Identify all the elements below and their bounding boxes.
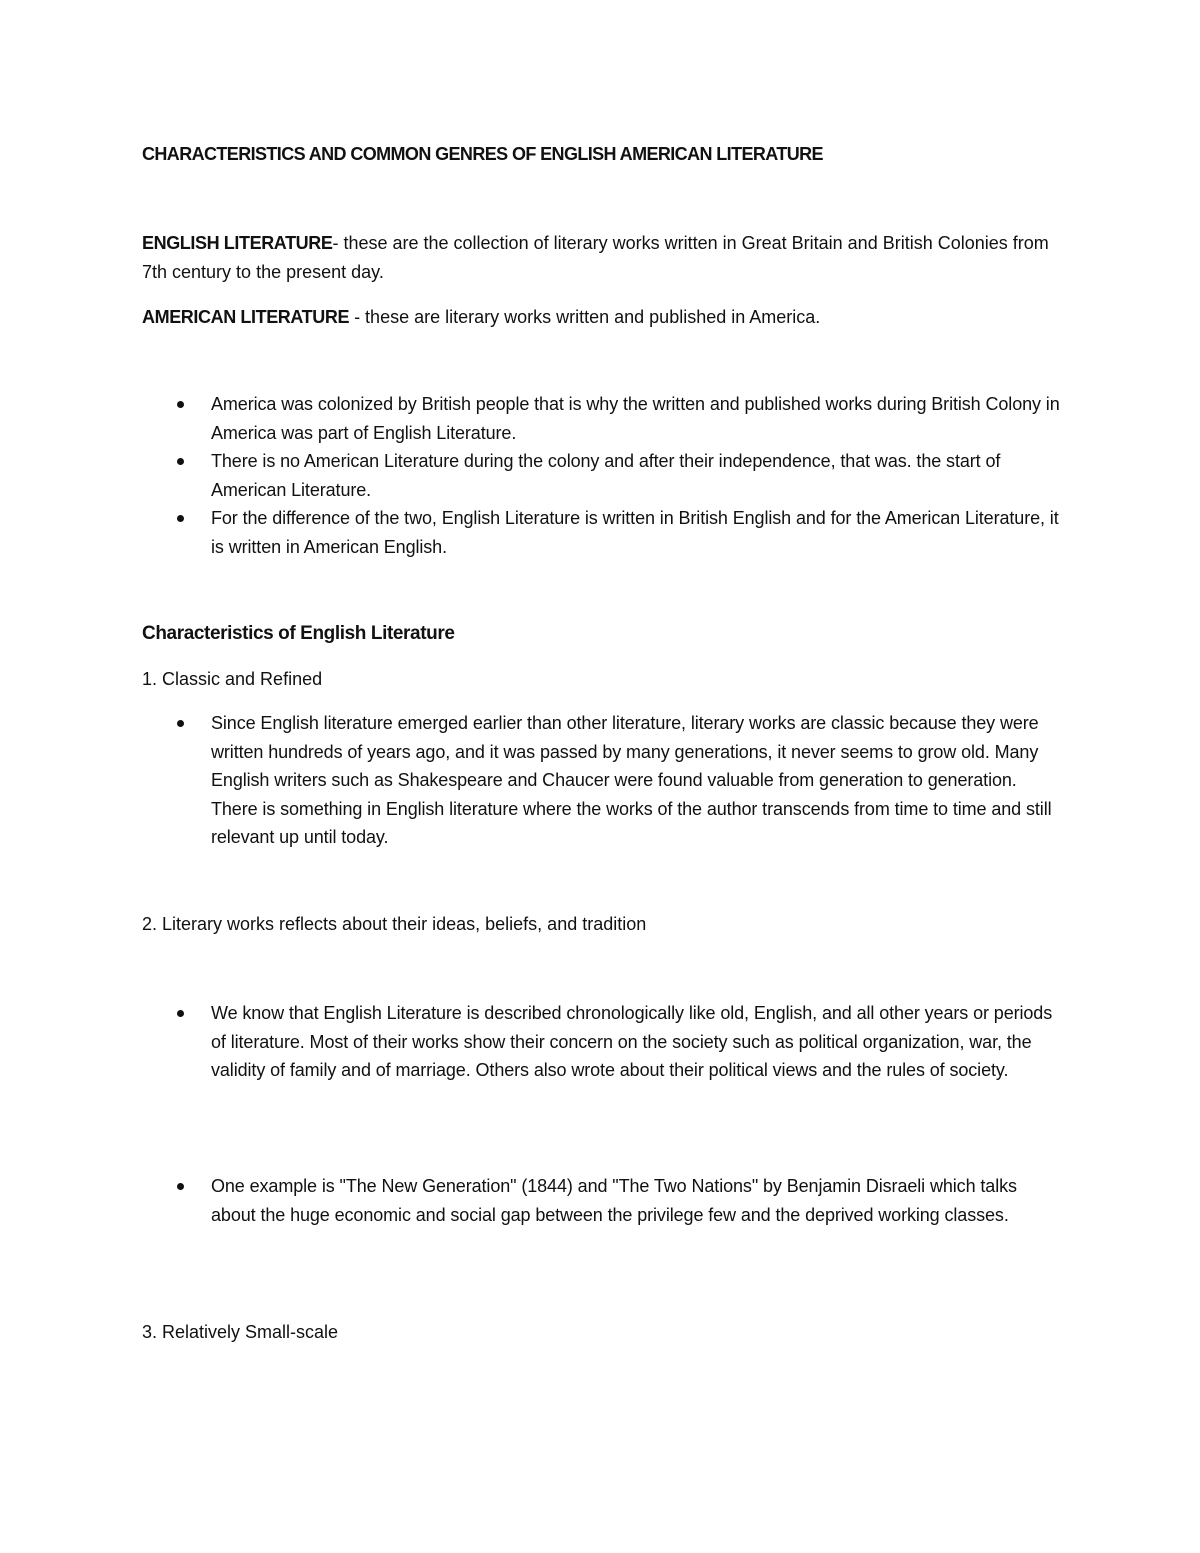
list-item	[0, 999, 1200, 1085]
point-2-bullet-list-continued	[0, 1172, 1200, 1229]
definition-american-literature	[142, 303, 1062, 332]
bullet-icon	[177, 515, 184, 522]
point-1-bullet-list	[0, 709, 1200, 852]
bullet-text: There is no American Literature during the colony and after their independence, that was. the start of American Literature.	[211, 451, 1001, 500]
list-item	[0, 390, 1200, 447]
document-title: CHARACTERISTICS AND COMMON GENRES OF ENGLISH AMERICAN LITERATURE	[142, 144, 823, 164]
point-heading: 1. Classic and Refined	[142, 669, 323, 689]
list-item	[0, 1172, 1200, 1229]
list-item	[0, 447, 1200, 504]
point-heading: 3. Relatively Small-scale	[142, 1322, 339, 1342]
point-heading: 2. Literary works reflects about their ideas, beliefs, and tradition	[142, 914, 647, 934]
bullet-icon	[177, 458, 184, 465]
bullet-icon	[177, 401, 184, 408]
bullet-text: We know that English Literature is described chronologically like old, English, and all other years or periods of literature. Most of their works show their concern on the society such as political organization, war, the validity of family and of marriage. Others also wrote about their political views and the rules of society.	[211, 1003, 1053, 1080]
section-heading: Characteristics of English Literature	[142, 623, 455, 644]
bullet-text: America was colonized by British people that is why the written and published works during British Colony in America was part of English Literature.	[211, 394, 1060, 443]
definition-text: - these are the collection of literary works written in Great Britain and British Colonies from 7th century to the present day.	[142, 233, 1049, 282]
intro-bullet-list	[0, 390, 1200, 561]
bullet-icon	[177, 1010, 184, 1017]
definition-term: AMERICAN LITERATURE	[142, 307, 350, 327]
definition-text: - these are literary works written and published in America.	[349, 307, 821, 327]
definition-term: ENGLISH LITERATURE	[142, 233, 333, 253]
bullet-text: For the difference of the two, English Literature is written in British English and for the American Literature, it is written in American English.	[211, 508, 1059, 557]
list-item	[0, 504, 1200, 561]
list-item	[0, 709, 1200, 852]
bullet-text: Since English literature emerged earlier than other literature, literary works are classic because they were written hundreds of years ago, and it was passed by many generations, it never seems to grow old. Many English writers such as Shakespeare and Chaucer were found valuable from generation to generation. There is something in English literature where the works of the author transcends from time to time and still relevant up until today.	[211, 713, 1052, 847]
bullet-icon	[177, 1183, 184, 1190]
point-2-bullet-list	[0, 999, 1200, 1085]
bullet-text: One example is "The New Generation" (1844) and "The Two Nations" by Benjamin Disraeli which talks about the huge economic and social gap between the privilege few and the deprived working classes.	[211, 1176, 1017, 1225]
definition-english-literature	[142, 229, 1062, 286]
bullet-icon	[177, 720, 184, 727]
